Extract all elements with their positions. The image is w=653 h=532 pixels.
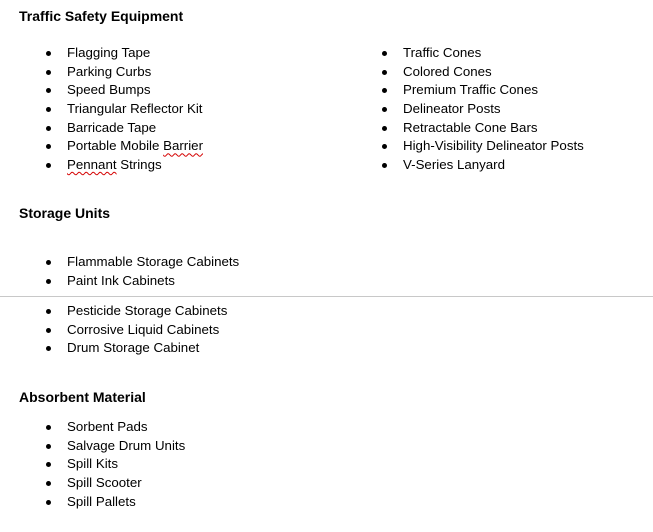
storage-list-bottom bbox=[67, 302, 227, 358]
bullet-icon bbox=[382, 126, 387, 131]
bullet-icon bbox=[46, 500, 51, 505]
bullet-icon bbox=[46, 462, 51, 467]
list-item: Drum Storage Cabinet bbox=[67, 339, 227, 358]
bullet-icon bbox=[382, 88, 387, 93]
list-item: High-Visibility Delineator Posts bbox=[403, 137, 584, 156]
list-item: Spill Kits bbox=[67, 455, 185, 474]
list-item: Spill Scooter bbox=[67, 474, 185, 493]
traffic-list-column-1 bbox=[67, 44, 203, 175]
list-item: Corrosive Liquid Cabinets bbox=[67, 321, 227, 340]
bullet-icon bbox=[46, 107, 51, 112]
list-item: Flammable Storage Cabinets bbox=[67, 253, 239, 272]
bullet-icon bbox=[46, 444, 51, 449]
list-item: Pennant Strings bbox=[67, 156, 203, 175]
list-item: Paint Ink Cabinets bbox=[67, 272, 239, 291]
list-item: Barricade Tape bbox=[67, 119, 203, 138]
bullet-icon bbox=[46, 144, 51, 149]
list-item: Salvage Drum Units bbox=[67, 437, 185, 456]
absorbent-list bbox=[67, 418, 185, 511]
section-heading-absorbent-material: Absorbent Material bbox=[19, 389, 146, 405]
bullet-icon bbox=[46, 163, 51, 168]
list-item: Portable Mobile Barrier bbox=[67, 137, 203, 156]
list-item: V-Series Lanyard bbox=[403, 156, 584, 175]
page-break-divider bbox=[0, 296, 653, 297]
list-item: Flagging Tape bbox=[67, 44, 203, 63]
bullet-icon bbox=[46, 88, 51, 93]
section-heading-traffic-safety: Traffic Safety Equipment bbox=[19, 8, 184, 24]
bullet-icon bbox=[46, 260, 51, 265]
bullet-icon bbox=[46, 425, 51, 430]
section-heading-storage-units: Storage Units bbox=[19, 205, 111, 221]
bullet-icon bbox=[46, 481, 51, 486]
spelling-flagged-word[interactable]: Barrier bbox=[163, 138, 203, 154]
spelling-flagged-word[interactable]: Pennant bbox=[67, 157, 117, 173]
bullet-icon bbox=[46, 279, 51, 284]
list-item: Sorbent Pads bbox=[67, 418, 185, 437]
list-item: Speed Bumps bbox=[67, 81, 203, 100]
list-item: Triangular Reflector Kit bbox=[67, 100, 203, 119]
list-item: Parking Curbs bbox=[67, 63, 203, 82]
traffic-list-column-2 bbox=[403, 44, 584, 175]
bullet-icon bbox=[46, 309, 51, 314]
list-item: Pesticide Storage Cabinets bbox=[67, 302, 227, 321]
bullet-icon bbox=[382, 163, 387, 168]
bullet-icon bbox=[46, 126, 51, 131]
bullet-icon bbox=[382, 144, 387, 149]
list-item: Traffic Cones bbox=[403, 44, 584, 63]
list-item: Retractable Cone Bars bbox=[403, 119, 584, 138]
list-item: Spill Pallets bbox=[67, 493, 185, 512]
bullet-icon bbox=[382, 51, 387, 56]
storage-list-top bbox=[67, 253, 239, 290]
bullet-icon bbox=[46, 51, 51, 56]
list-item: Premium Traffic Cones bbox=[403, 81, 584, 100]
bullet-icon bbox=[382, 70, 387, 75]
bullet-icon bbox=[46, 346, 51, 351]
bullet-icon bbox=[382, 107, 387, 112]
bullet-icon bbox=[46, 70, 51, 75]
list-item: Delineator Posts bbox=[403, 100, 584, 119]
list-item: Colored Cones bbox=[403, 63, 584, 82]
bullet-icon bbox=[46, 328, 51, 333]
